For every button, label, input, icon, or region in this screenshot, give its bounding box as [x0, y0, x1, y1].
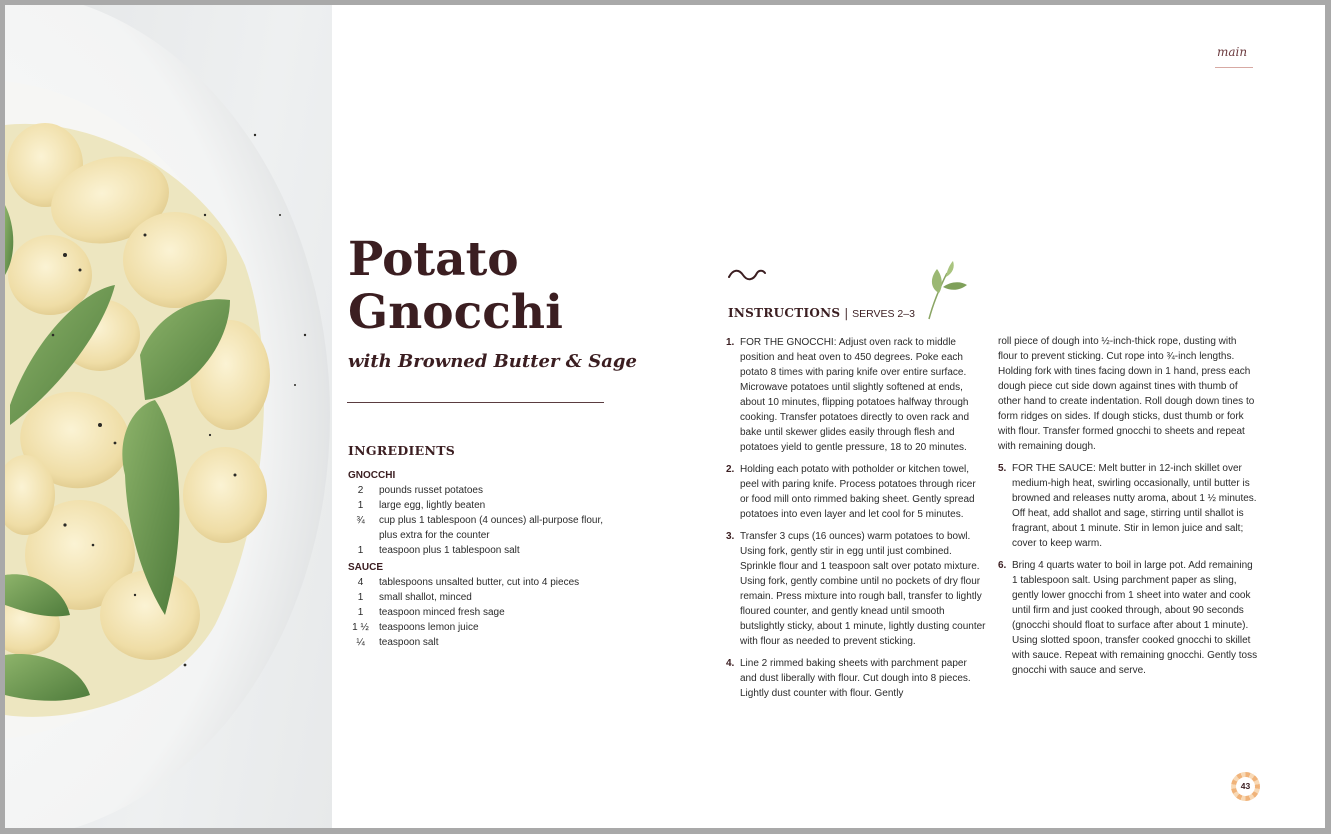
section-label-underline	[1215, 67, 1253, 68]
instruction-step	[726, 656, 986, 701]
ingredient-item	[348, 605, 608, 620]
instruction-step	[998, 461, 1258, 551]
step-number: 4.	[726, 658, 735, 669]
ingredient-text: cup plus 1 tablespoon (4 ounces) all-purpose flour, plus extra for the counter	[379, 515, 604, 541]
swirl-ornament-icon	[727, 267, 767, 283]
step-text: Bring 4 quarts water to boil in large pot. Add remaining 1 tablespoon salt. Using parchment paper as sling, gently lower gnocchi from 1 sheet into water and cook until firm and just cooked through, about 90 seconds (gnocchi should float to surface after about 1 minute). Using slotted spoon, transfer cooked gnocchi to skillet with sauce. Repeat with remaining gnocchi. Gently toss gnocchi with sauce and serve.	[1012, 560, 1258, 676]
ingredient-text: teaspoon minced fresh sage	[379, 607, 505, 618]
instructions-title: INSTRUCTIONS	[728, 306, 841, 320]
instruction-step	[726, 529, 986, 649]
step-number: 6.	[998, 560, 1007, 571]
ingredient-text: large egg, lightly beaten	[379, 500, 486, 511]
ingredient-text: pounds russet potatoes	[379, 485, 483, 496]
instruction-step	[998, 558, 1258, 678]
ingredient-item	[348, 590, 608, 605]
step-text: Transfer 3 cups (16 ounces) warm potatoes to bowl. Using fork, gently stir in egg until just combined. Sprinkle flour and 1 teaspoon salt over potato mixture. Using fork, gently combine until no pockets of dry flour remain. Press mixture into rough ball, transfer to lightly floured counter, and gently knead until smooth butslightly sticky, about 1 minute, lightly dusting counter with flour as needed to prevent sticking.	[740, 531, 986, 647]
step-text: Line 2 rimmed baking sheets with parchment paper and dust liberally with flour. Cut dough into 8 pieces. Lightly dust counter with flour. Gently	[740, 658, 971, 699]
ingredient-qty: 1	[357, 592, 364, 603]
ingredient-qty: 1	[357, 607, 364, 618]
step-text: Holding each potato with potholder or kitchen towel, peel with paring knife. Process potatoes through ricer or food mill onto rimmed baking sheet. Gently spread potatoes into even layer and let cool for 5 minutes.	[740, 464, 976, 520]
page-number: 43	[1236, 777, 1255, 796]
ingredient-qty: 1 ½	[352, 622, 369, 633]
step-text: FOR THE GNOCCHI: Adjust oven rack to middle position and heat oven to 450 degrees. Poke each potato 8 times with paring knife over entire surface. Microwave potatoes until slightly softened at ends, about 10 minutes, flipping potatoes halfway through cooking. Transfer potatoes directly to oven rack and bake until skewer glides easily through flesh and potatoes yield to gentle pressure, 18 to 20 minutes.	[740, 337, 970, 453]
instruction-step	[726, 335, 986, 455]
ingredient-qty: 2	[357, 485, 364, 496]
instructions-column-2	[998, 334, 1258, 685]
title-divider	[347, 402, 604, 403]
ingredient-item	[348, 635, 608, 650]
gnocchi-plate-illustration	[5, 5, 332, 828]
heading-separator: |	[844, 306, 849, 320]
ingredient-text: small shallot, minced	[379, 592, 472, 603]
gnocchi-photo	[5, 5, 332, 828]
ingredient-qty: 1	[357, 500, 364, 511]
cookbook-spread	[5, 5, 1325, 828]
ingredient-item	[348, 483, 608, 498]
step-text: FOR THE SAUCE: Melt butter in 12-inch skillet over medium-high heat, swirling occasionally, until butter is browned and releases nutty aroma, about 1 ½ minutes. Off heat, add shallot and sage, stirring until shallot is fragrant, about 1 minute. Stir in lemon juice and salt; cover to keep warm.	[1012, 463, 1257, 549]
recipe-subtitle: with Browned Butter & Sage	[348, 351, 637, 372]
section-label: main	[1217, 45, 1248, 59]
step-number: 5.	[998, 463, 1007, 474]
ingredient-item	[348, 543, 608, 558]
step-number: 1.	[726, 337, 735, 348]
ingredient-group-title: SAUCE	[348, 562, 384, 573]
ingredient-text: teaspoons lemon juice	[379, 622, 479, 633]
ingredient-qty: ¾	[356, 515, 365, 526]
serves-label: SERVES 2–3	[852, 308, 915, 320]
instructions-column-1	[726, 335, 986, 708]
step-continuation: roll piece of dough into ½-inch-thick rope, dusting with flour to prevent sticking. Cut rope into ¾-inch lengths. Holding fork with tines facing down in 1 hand, press each dough piece cut side down against tines with thumb of other hand to create indentation. Roll dough down tines to form ridges on sides. If dough sticks, dust thumb or fork with flour. Transfer formed gnocchi to sheets and repeat with remaining dough.	[998, 336, 1255, 452]
ingredients-heading: INGREDIENTS	[348, 443, 456, 458]
sage-sprig-icon	[923, 259, 969, 321]
recipe-title	[348, 233, 648, 339]
ingredient-group-title: GNOCCHI	[348, 470, 396, 481]
instruction-step	[726, 462, 986, 522]
recipe-title-line2: Gnocchi	[348, 285, 563, 340]
ingredient-text: teaspoon salt	[379, 637, 439, 648]
step-number: 3.	[726, 531, 735, 542]
step-number: 2.	[726, 464, 735, 475]
ingredients-list	[348, 466, 608, 650]
ingredient-qty: ¼	[356, 637, 365, 648]
ingredient-qty: 1	[357, 545, 364, 556]
instructions-heading	[728, 306, 915, 320]
ingredient-qty: 4	[357, 577, 364, 588]
ingredient-item	[348, 620, 608, 635]
ingredient-text: tablespoons unsalted butter, cut into 4 pieces	[379, 577, 580, 588]
ingredient-item	[348, 575, 608, 590]
ingredient-item	[348, 513, 608, 543]
page-number-badge	[1231, 772, 1260, 801]
ingredient-item	[348, 498, 608, 513]
ingredient-text: teaspoon plus 1 tablespoon salt	[379, 545, 520, 556]
recipe-title-line1: Potato	[348, 232, 519, 287]
